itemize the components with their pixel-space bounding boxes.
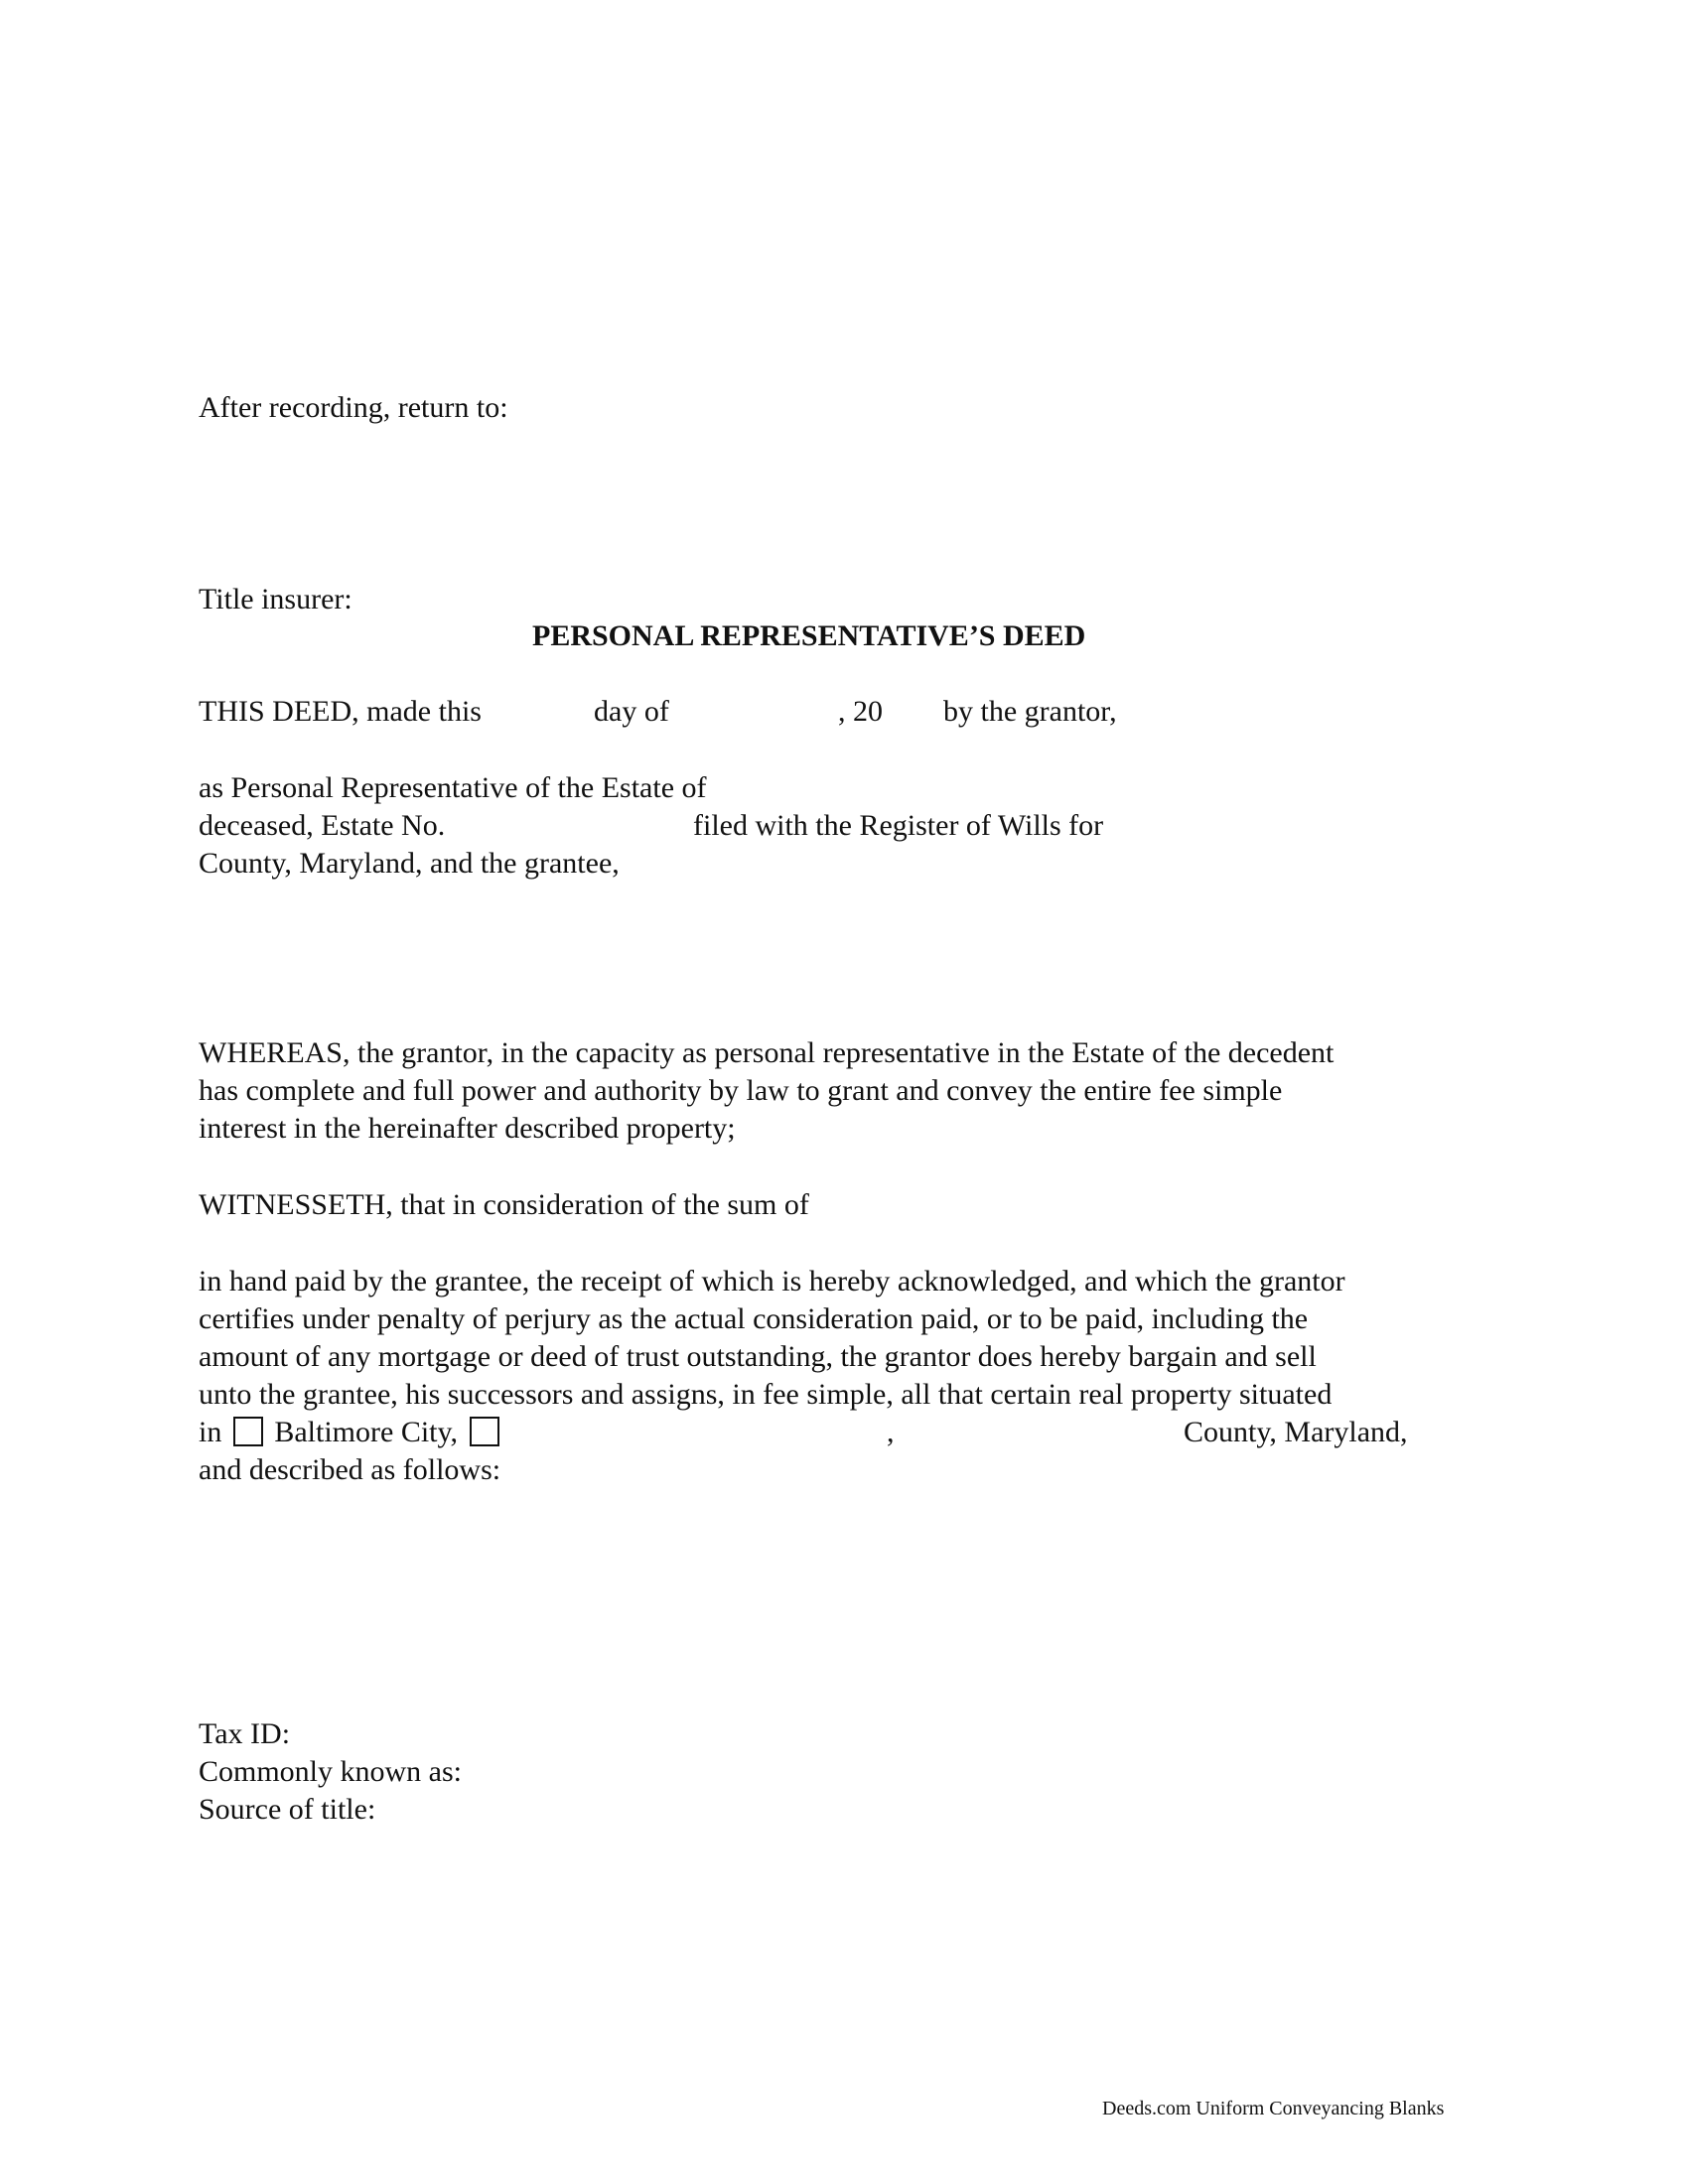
witnesseth-line: WITNESSETH, that in consideration of the sum of xyxy=(199,1188,809,1221)
deed-day-of: day of xyxy=(594,695,669,728)
county-maryland-label: County, Maryland, xyxy=(1184,1416,1408,1448)
described-as-follows: and described as follows: xyxy=(199,1453,501,1486)
register-of-wills-label: filed with the Register of Wills for xyxy=(693,809,1104,842)
deed-made-this: THIS DEED, made this xyxy=(199,695,482,728)
whereas-line-2: has complete and full power and authority by law to grant and convey the entire fee simple xyxy=(199,1074,1283,1107)
baltimore-city-label: Baltimore City, xyxy=(274,1416,459,1448)
estate-of-line: as Personal Representative of the Estate of xyxy=(199,771,707,804)
county-grantee-line: County, Maryland, and the grantee, xyxy=(199,847,620,880)
consideration-line-2: certifies under penalty of perjury as the actual consideration paid, or to be paid, including the xyxy=(199,1302,1309,1335)
consideration-line-4: unto the grantee, his successors and assigns, in fee simple, all that certain real property situated xyxy=(199,1378,1333,1411)
baltimore-city-checkbox[interactable] xyxy=(233,1417,263,1446)
in-word: in xyxy=(199,1416,222,1448)
document-title: PERSONAL REPRESENTATIVE’S DEED xyxy=(532,619,1086,652)
source-of-title-label: Source of title: xyxy=(199,1793,376,1826)
footer-brand: Deeds.com Uniform Conveyancing Blanks xyxy=(1102,2098,1445,2119)
deed-by-grantor: by the grantor, xyxy=(943,695,1117,728)
consideration-line-3: amount of any mortgage or deed of trust outstanding, the grantor does hereby bargain and sell xyxy=(199,1340,1317,1373)
tax-id-label: Tax ID: xyxy=(199,1717,291,1750)
commonly-known-label: Commonly known as: xyxy=(199,1755,463,1788)
whereas-line-3: interest in the hereinafter described property; xyxy=(199,1112,736,1145)
whereas-line-1: WHEREAS, the grantor, in the capacity as personal representative in the Estate of the decedent xyxy=(199,1036,1335,1069)
county-checkbox[interactable] xyxy=(470,1417,499,1446)
return-to-label: After recording, return to: xyxy=(199,391,508,424)
deed-year-prefix: , 20 xyxy=(838,695,883,728)
location-line xyxy=(199,1414,503,1451)
location-comma: , xyxy=(887,1416,895,1448)
title-insurer-label: Title insurer: xyxy=(199,583,352,615)
consideration-line-1: in hand paid by the grantee, the receipt of which is hereby acknowledged, and which the grantor xyxy=(199,1265,1345,1297)
estate-number-label: deceased, Estate No. xyxy=(199,809,446,842)
